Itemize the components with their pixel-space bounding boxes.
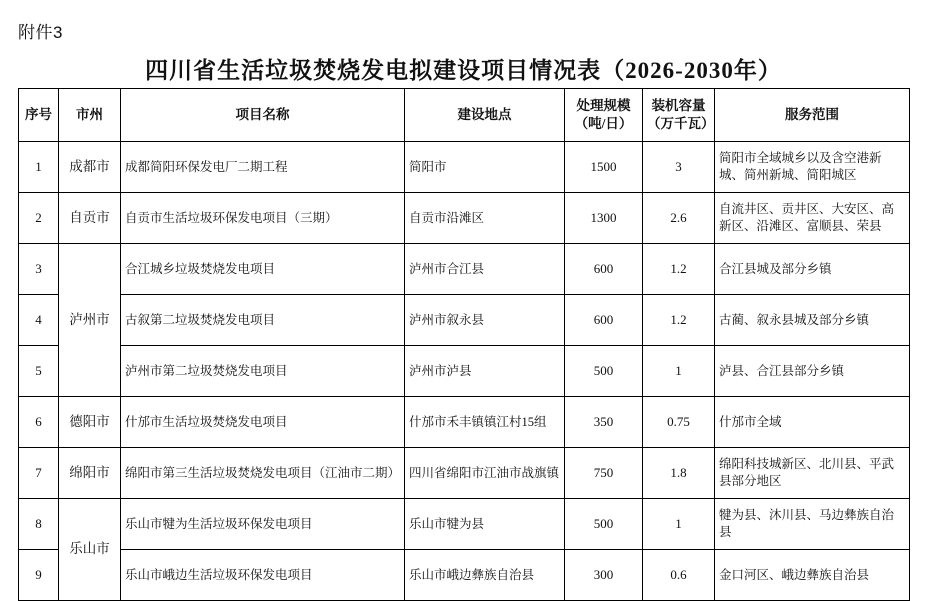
cell-scale: 300: [565, 550, 643, 601]
cell-capacity: 0.75: [643, 397, 715, 448]
cell-capacity: 3: [643, 142, 715, 193]
cell-location: 泸州市泸县: [405, 346, 565, 397]
cell-location: 泸州市合江县: [405, 244, 565, 295]
column-header-scope: 服务范围: [715, 89, 910, 142]
table-header-row: [19, 89, 910, 142]
cell-index: 7: [19, 448, 59, 499]
column-header-capacity: [643, 89, 715, 142]
cell-index: 2: [19, 193, 59, 244]
cell-scale: 500: [565, 499, 643, 550]
cell-project-name: 自贡市生活垃圾环保发电项目（三期）: [121, 193, 405, 244]
table-row: [19, 244, 910, 295]
cell-scale: 600: [565, 295, 643, 346]
cell-capacity: 1.8: [643, 448, 715, 499]
cell-project-name: 乐山市峨边生活垃圾环保发电项目: [121, 550, 405, 601]
cell-scale: 750: [565, 448, 643, 499]
cell-location: 泸州市叙永县: [405, 295, 565, 346]
cell-project-name: 成都简阳环保发电厂二期工程: [121, 142, 405, 193]
cell-project-name: 什邡市生活垃圾焚烧发电项目: [121, 397, 405, 448]
table-row: [19, 295, 910, 346]
cell-scope: 自流井区、贡井区、大安区、高新区、沿滩区、富顺县、荣县: [715, 193, 910, 244]
cell-city: 绵阳市: [59, 448, 121, 499]
table-row: [19, 499, 910, 550]
cell-index: 3: [19, 244, 59, 295]
cell-scope: 简阳市全域城乡以及含空港新城、简州新城、简阳城区: [715, 142, 910, 193]
cell-location: 乐山市峨边彝族自治县: [405, 550, 565, 601]
cell-index: 1: [19, 142, 59, 193]
cell-index: 6: [19, 397, 59, 448]
cell-location: 什邡市禾丰镇镇江村15组: [405, 397, 565, 448]
table-row: [19, 346, 910, 397]
cell-index: 8: [19, 499, 59, 550]
cell-project-name: 绵阳市第三生活垃圾焚烧发电项目（江油市二期）: [121, 448, 405, 499]
column-header-scale-line2: （吨/日）: [574, 116, 633, 131]
cell-capacity: 2.6: [643, 193, 715, 244]
cell-scope: 古蔺、叙永县城及部分乡镇: [715, 295, 910, 346]
cell-capacity: 1: [643, 499, 715, 550]
cell-capacity: 1.2: [643, 295, 715, 346]
cell-project-name: 古叙第二垃圾焚烧发电项目: [121, 295, 405, 346]
cell-scale: 1500: [565, 142, 643, 193]
cell-project-name: 合江城乡垃圾焚烧发电项目: [121, 244, 405, 295]
table-body: [19, 142, 910, 601]
cell-city: 自贡市: [59, 193, 121, 244]
cell-scope: 绵阳科技城新区、北川县、平武县部分地区: [715, 448, 910, 499]
column-header-project-name: 项目名称: [121, 89, 405, 142]
projects-table: [18, 88, 910, 601]
cell-scope: 什邡市全域: [715, 397, 910, 448]
cell-scale: 500: [565, 346, 643, 397]
attachment-label: 附件3: [18, 23, 63, 42]
column-header-city: 市州: [59, 89, 121, 142]
cell-index: 5: [19, 346, 59, 397]
page-title: 四川省生活垃圾焚烧发电拟建设项目情况表（2026-2030年）: [145, 58, 782, 83]
column-header-capacity-line2: （万千瓦）: [647, 116, 715, 131]
cell-index: 9: [19, 550, 59, 601]
cell-capacity: 1: [643, 346, 715, 397]
table-container: [18, 88, 909, 601]
cell-city: 成都市: [59, 142, 121, 193]
cell-scope: 合江县城及部分乡镇: [715, 244, 910, 295]
cell-scope: 金口河区、峨边彝族自治县: [715, 550, 910, 601]
cell-city: 泸州市: [59, 244, 121, 397]
cell-capacity: 1.2: [643, 244, 715, 295]
cell-scope: 犍为县、沐川县、马边彝族自治县: [715, 499, 910, 550]
column-header-scale-line1: 处理规模: [576, 97, 631, 113]
column-header-capacity-line1: 装机容量: [651, 97, 706, 113]
table-row: [19, 397, 910, 448]
cell-location: 简阳市: [405, 142, 565, 193]
cell-index: 4: [19, 295, 59, 346]
cell-scope: 泸县、合江县部分乡镇: [715, 346, 910, 397]
column-header-location: 建设地点: [405, 89, 565, 142]
cell-scale: 600: [565, 244, 643, 295]
table-row: [19, 550, 910, 601]
cell-location: 四川省绵阳市江油市战旗镇: [405, 448, 565, 499]
cell-city: 德阳市: [59, 397, 121, 448]
table-row: [19, 193, 910, 244]
cell-city: 乐山市: [59, 499, 121, 601]
table-row: [19, 142, 910, 193]
cell-location: 自贡市沿滩区: [405, 193, 565, 244]
cell-project-name: 泸州市第二垃圾焚烧发电项目: [121, 346, 405, 397]
cell-project-name: 乐山市犍为生活垃圾环保发电项目: [121, 499, 405, 550]
column-header-scale: [565, 89, 643, 142]
cell-scale: 1300: [565, 193, 643, 244]
table-row: [19, 448, 910, 499]
cell-location: 乐山市犍为县: [405, 499, 565, 550]
cell-scale: 350: [565, 397, 643, 448]
cell-capacity: 0.6: [643, 550, 715, 601]
column-header-index: 序号: [19, 89, 59, 142]
